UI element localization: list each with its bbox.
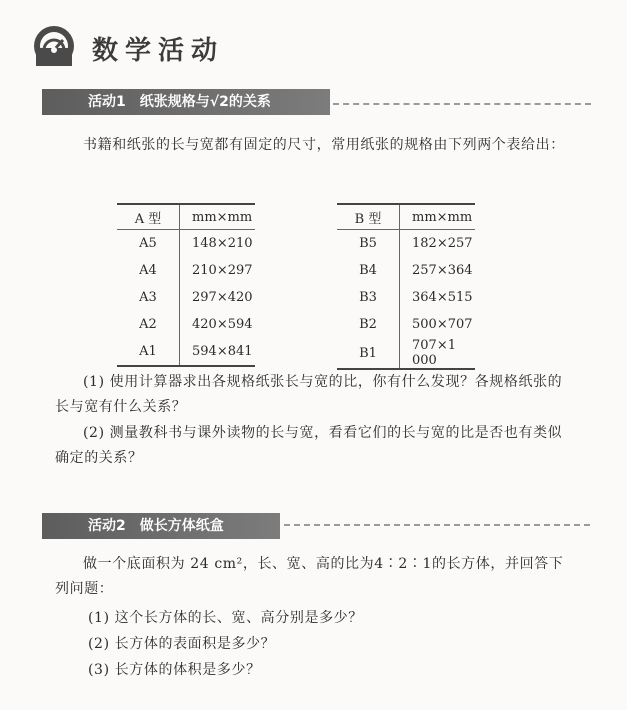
activity1-intro: 书籍和纸张的长与宽都有固定的尺寸，常用纸张的规格由下列两个表给出： <box>83 137 565 153</box>
size-name: A1 <box>117 338 180 366</box>
size-name: A4 <box>117 257 180 284</box>
gauge-logo-icon <box>32 24 76 68</box>
activity1-question2: (2) 测量教科书与课外读物的长与宽，看看它们的长与宽的比是否也有类似确定的关系？ <box>55 425 563 466</box>
activity2-banner: 活动2 做长方体纸盒 <box>42 513 280 539</box>
divider <box>333 103 591 105</box>
page-title: 数学活动 <box>92 36 225 66</box>
size-dims: 707×1 000 <box>412 338 456 368</box>
divider <box>284 524 590 526</box>
size-name: A3 <box>117 284 180 311</box>
table-header: B 型 <box>337 204 400 230</box>
table-a-sizes <box>117 203 255 367</box>
activity2-sub-question3: (3) 长方体的体积是多少？ <box>88 662 261 678</box>
size-name: A2 <box>117 311 180 338</box>
table-row <box>337 230 475 258</box>
size-name: B1 <box>337 338 400 369</box>
size-dims: 594×841 <box>192 344 253 359</box>
activity1-question1: (1) 使用计算器求出各规格纸张长与宽的比，你有什么发现？各规格纸张的长与宽有什么关系？ <box>55 374 563 415</box>
size-dims: 297×420 <box>192 290 253 305</box>
size-dims: 364×515 <box>412 290 473 305</box>
table-row <box>337 338 475 369</box>
table-row <box>337 311 475 338</box>
table-header: mm×mm <box>180 204 256 230</box>
table-row <box>337 284 475 311</box>
size-dims: 148×210 <box>192 236 253 251</box>
activity2-sub-question2: (2) 长方体的表面积是多少？ <box>88 636 276 652</box>
activity1-banner: 活动1 纸张规格与√2的关系 <box>42 89 330 115</box>
table-row <box>117 284 255 311</box>
size-dims: 210×297 <box>192 263 253 278</box>
table-b-sizes <box>337 203 475 370</box>
size-name: B4 <box>337 257 400 284</box>
size-dims: 500×707 <box>412 317 473 332</box>
table-row <box>117 230 255 258</box>
table-row <box>337 257 475 284</box>
table-row <box>117 338 255 366</box>
size-name: B5 <box>337 230 400 258</box>
size-name: B3 <box>337 284 400 311</box>
size-name: B2 <box>337 311 400 338</box>
table-row <box>117 311 255 338</box>
activity2-sub-question1: (1) 这个长方体的长、宽、高分别是多少？ <box>88 610 363 626</box>
size-dims: 257×364 <box>412 263 473 278</box>
table-header-row <box>117 204 255 230</box>
table-row <box>117 257 255 284</box>
size-dims: 420×594 <box>192 317 253 332</box>
table-header: mm×mm <box>400 204 476 230</box>
activity2-intro: 做一个底面积为 24 cm²，长、宽、高的比为4∶2∶1的长方体，并回答下列问题： <box>55 556 564 597</box>
size-dims: 182×257 <box>412 236 473 251</box>
table-header-row <box>337 204 475 230</box>
size-name: A5 <box>117 230 180 258</box>
table-header: A 型 <box>117 204 180 230</box>
section-header <box>32 24 262 68</box>
